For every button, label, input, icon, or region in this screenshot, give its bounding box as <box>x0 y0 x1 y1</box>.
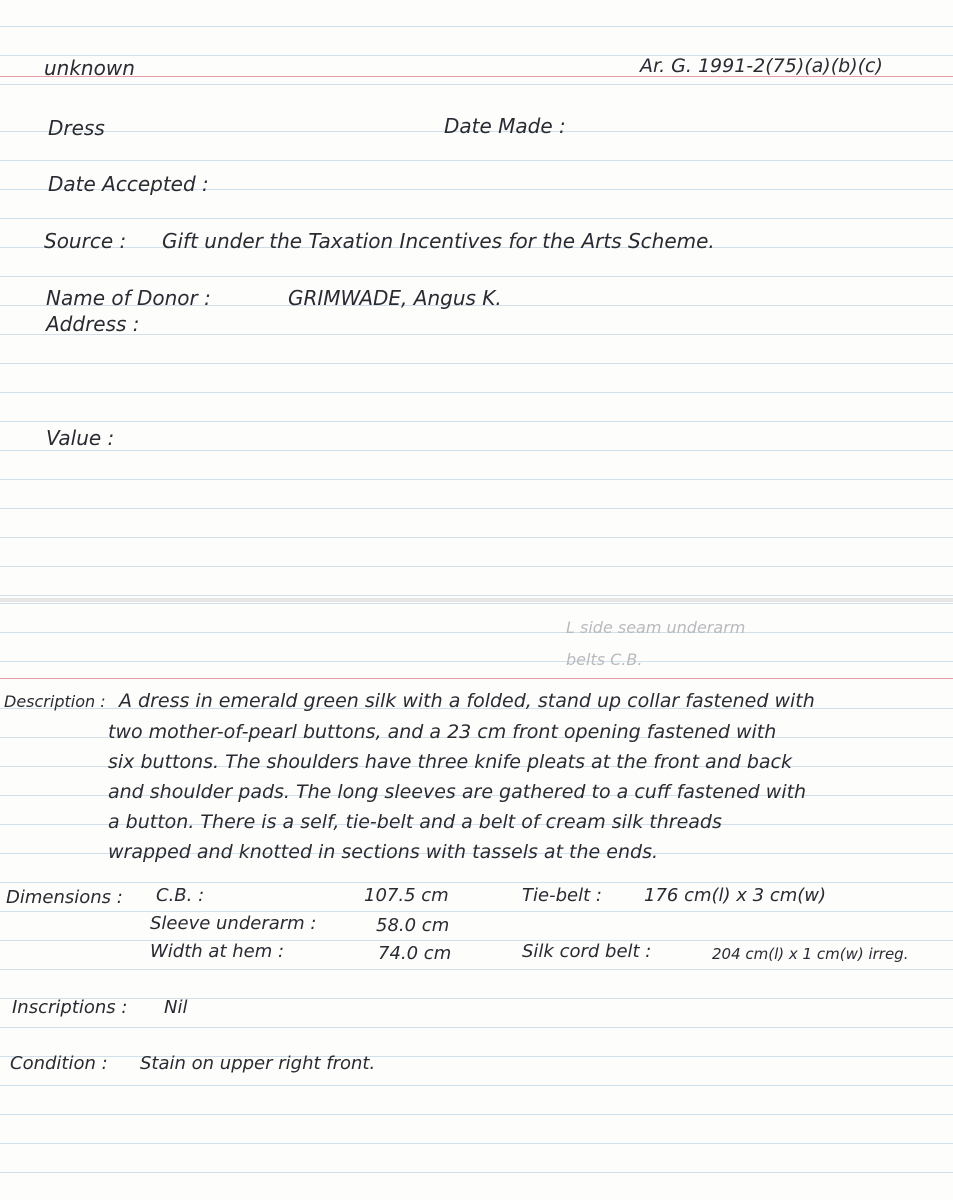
description-line: a button. There is a self, tie-belt and a belt of cream silk threads <box>108 811 722 833</box>
dimension-label: Width at hem : <box>150 941 285 962</box>
dimension-label: C.B. : <box>156 885 205 906</box>
maker-field: unknown <box>44 56 135 80</box>
inscriptions-value: Nil <box>164 997 188 1018</box>
donor-value: GRIMWADE, Angus K. <box>288 286 502 310</box>
belt-label: Tie-belt : <box>522 885 602 906</box>
description-label: Description : <box>4 692 106 711</box>
donor-label: Name of Donor : <box>46 286 211 310</box>
back-red-rule <box>0 678 953 679</box>
description-line: wrapped and knotted in sections with tassels at the ends. <box>108 841 659 863</box>
dimensions-label: Dimensions : <box>6 887 123 908</box>
date-accepted-label: Date Accepted : <box>48 172 209 196</box>
description-block <box>4 686 949 867</box>
belt-label: Silk cord belt : <box>522 941 652 962</box>
description-line: two mother-of-pearl buttons, and a 23 cm front opening fastened with <box>108 721 777 743</box>
inscriptions-label: Inscriptions : <box>12 997 128 1018</box>
dimension-value: 74.0 cm <box>378 943 452 964</box>
date-made-label: Date Made : <box>444 114 566 138</box>
belt-value: 204 cm(l) x 1 cm(w) irreg. <box>712 945 909 963</box>
description-line: Description : A dress in emerald green silk with a folded, stand up collar fastened with <box>4 686 949 717</box>
dimension-label: Sleeve underarm : <box>150 913 317 934</box>
source-value: Gift under the Taxation Incentives for the Arts Scheme. <box>162 229 715 253</box>
object-name: Dress <box>48 116 105 140</box>
source-label: Source : <box>44 229 127 253</box>
catalogue-card-front <box>0 0 953 598</box>
description-line: and shoulder pads. The long sleeves are gathered to a cuff fastened with <box>108 781 807 803</box>
belt-value: 176 cm(l) x 3 cm(w) <box>644 885 827 906</box>
address-label: Address : <box>46 312 140 336</box>
pencil-note-1: L side seam underarm <box>566 618 746 637</box>
accession-number: Ar. G. 1991-2(75)(a)(b)(c) <box>640 55 883 77</box>
value-label: Value : <box>46 426 115 450</box>
condition-value: Stain on upper right front. <box>140 1053 376 1074</box>
dimension-value: 58.0 cm <box>376 915 450 936</box>
condition-label: Condition : <box>10 1053 108 1074</box>
dimension-value: 107.5 cm <box>364 885 449 906</box>
description-line: six buttons. The shoulders have three knife pleats at the front and back <box>108 751 792 773</box>
pencil-note-2: belts C.B. <box>566 650 643 669</box>
